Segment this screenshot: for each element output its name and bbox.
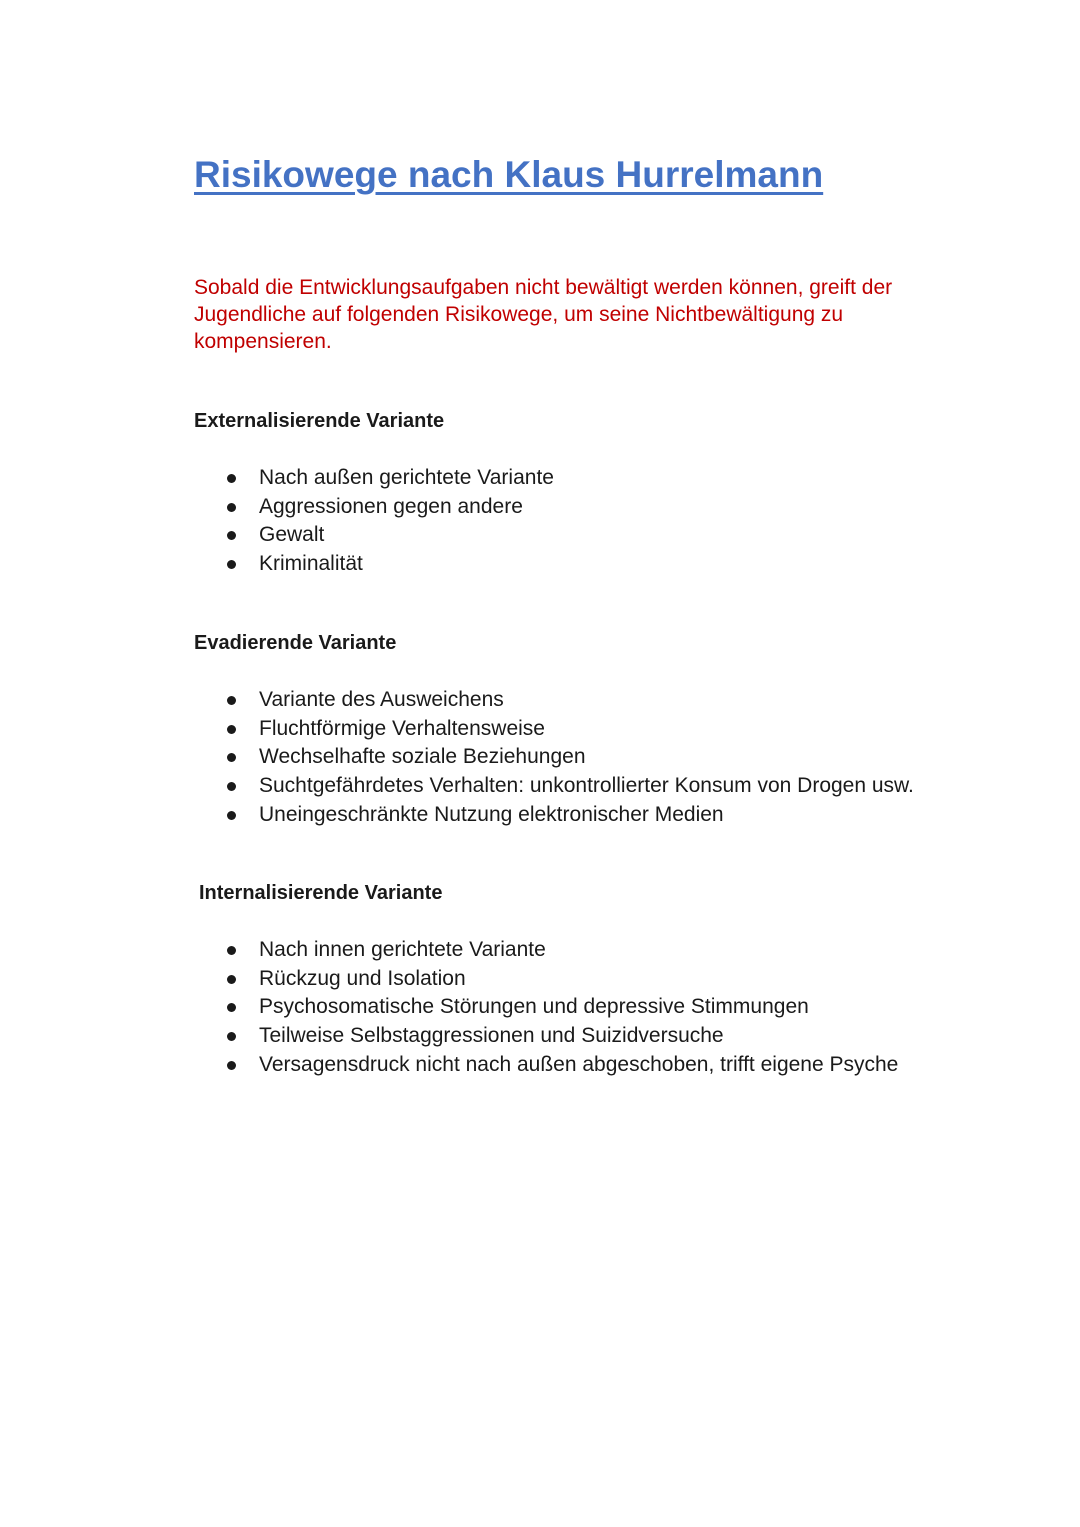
section-heading-externalisierend: Externalisierende Variante (194, 410, 445, 432)
bullet-icon (227, 975, 236, 984)
bullet-icon (227, 503, 236, 512)
list-item-text: Nach außen gerichtete Variante (259, 466, 554, 489)
bullet-icon (227, 560, 236, 569)
list-item-text: Nach innen gerichtete Variante (259, 938, 546, 961)
bullet-icon (227, 811, 236, 820)
list-item-text: Gewalt (259, 523, 325, 547)
list-item-text: Wechselhafte soziale Beziehungen (259, 745, 586, 769)
bullet-icon (227, 725, 236, 734)
bullet-icon (227, 1003, 236, 1012)
bullet-icon (227, 1032, 236, 1041)
list-item-text: Fluchtförmige Verhaltensweise (259, 716, 545, 740)
bullet-icon (227, 474, 236, 483)
list-item-text: Rückzug und Isolation (259, 966, 466, 990)
list-item-text: Teilweise Selbstaggressionen und Suizidversuche (259, 1024, 724, 1048)
section-heading-internalisierend: Internalisierende Variante (199, 882, 443, 904)
bullet-icon (227, 1061, 236, 1070)
list-item-text: Kriminalität (259, 552, 363, 576)
list-item-text: Aggressionen gegen andere (259, 494, 523, 518)
page-title: Risikowege nach Klaus Hurrelmann (194, 154, 824, 195)
list-item-text: Psychosomatische Störungen und depressive Stimmungen (259, 995, 809, 1019)
list-item-text: Variante des Ausweichens (259, 688, 504, 711)
intro-paragraph: Sobald die Entwicklungsaufgaben nicht bewältigt werden können, greift der Jugendliche auf folgenden Risikowege, um seine Nichtbewältigung zu kompensieren. (194, 276, 893, 353)
list-item-text: Versagensdruck nicht nach außen abgeschoben, trifft eigene Psyche (259, 1052, 899, 1076)
bullet-icon (227, 782, 236, 791)
list-item-text: Suchtgefährdetes Verhalten: unkontrollierter Konsum von Drogen usw. (259, 774, 914, 798)
bullet-icon (227, 531, 236, 540)
list-item-text: Uneingeschränkte Nutzung elektronischer Medien (259, 802, 724, 826)
bullet-icon (227, 753, 236, 762)
bullet-icon (227, 946, 236, 955)
section-heading-evadierend: Evadierende Variante (194, 632, 397, 654)
bullet-icon (227, 696, 236, 705)
